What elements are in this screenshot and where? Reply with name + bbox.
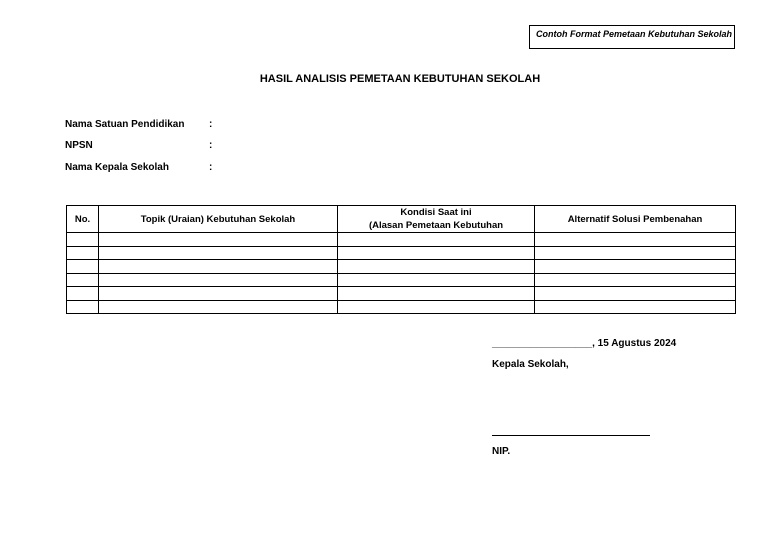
table-cell: [99, 287, 338, 301]
field-colon-nama-satuan: :: [209, 119, 213, 130]
table-row: [67, 233, 736, 247]
table-cell: [535, 233, 736, 247]
table-cell: [67, 233, 99, 247]
header-kondisi: [338, 206, 535, 233]
table-cell: [67, 287, 99, 301]
table-header-row: [67, 206, 736, 233]
table-cell: [338, 260, 535, 274]
table-cell: [535, 300, 736, 314]
signature-nip: NIP.: [492, 446, 511, 457]
table-cell: [99, 300, 338, 314]
table-cell: [99, 273, 338, 287]
signature-role: Kepala Sekolah,: [492, 359, 569, 370]
field-label-kepala-sekolah: Nama Kepala Sekolah: [65, 162, 169, 173]
table-cell: [338, 300, 535, 314]
field-label-npsn: NPSN: [65, 140, 93, 151]
table-cell: [338, 287, 535, 301]
table-cell: [99, 246, 338, 260]
table-cell: [67, 273, 99, 287]
table-row: [67, 246, 736, 260]
signature-line: [492, 435, 650, 436]
field-colon-kepala-sekolah: :: [209, 162, 213, 173]
table-cell: [67, 300, 99, 314]
table-row: [67, 260, 736, 274]
signature-date: __________________, 15 Agustus 2024: [492, 338, 677, 349]
table-cell: [535, 260, 736, 274]
table-row: [67, 300, 736, 314]
table-cell: [338, 246, 535, 260]
table-cell: [338, 233, 535, 247]
table-row: [67, 273, 736, 287]
header-alternatif: Alternatif Solusi Pembenahan: [535, 206, 736, 233]
table-cell: [535, 246, 736, 260]
table-cell: [535, 273, 736, 287]
table-cell: [99, 260, 338, 274]
field-colon-npsn: :: [209, 140, 213, 151]
header-kondisi-line2: (Alasan Pemetaan Kebutuhan: [368, 220, 504, 231]
table-cell: [67, 260, 99, 274]
header-kondisi-line1: Kondisi Saat ini: [400, 207, 472, 218]
table-cell: [535, 287, 736, 301]
header-topik: Topik (Uraian) Kebutuhan Sekolah: [99, 206, 338, 233]
table-cell: [99, 233, 338, 247]
format-note: Contoh Format Pemetaan Kebutuhan Sekolah: [529, 25, 735, 49]
field-label-nama-satuan: Nama Satuan Pendidikan: [65, 119, 185, 130]
table-row: [67, 287, 736, 301]
table-cell: [338, 273, 535, 287]
needs-table: [66, 205, 736, 314]
table-cell: [67, 246, 99, 260]
header-no: No.: [67, 206, 99, 233]
page-title: HASIL ANALISIS PEMETAAN KEBUTUHAN SEKOLAH: [259, 73, 541, 85]
